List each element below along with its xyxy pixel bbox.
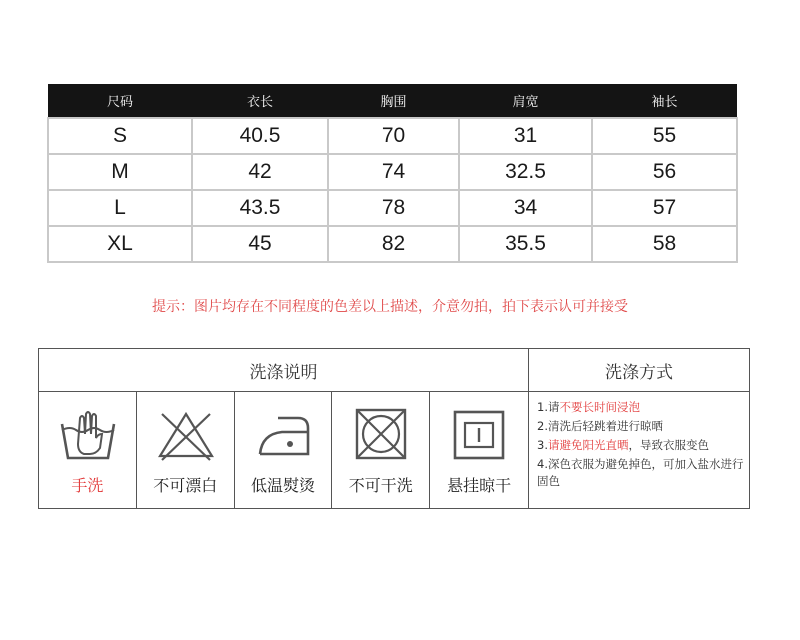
cell-sleeve: 55 xyxy=(592,118,737,154)
instruction-2: 2.清洗后轻跳着进行晾晒 xyxy=(537,419,663,433)
care-item-hand-wash xyxy=(39,392,137,508)
care-item-no-dry-clean xyxy=(332,392,430,508)
wash-instructions xyxy=(537,399,747,492)
cell-chest: 74 xyxy=(328,154,459,190)
header-size: 尺码 xyxy=(48,84,192,118)
cell-size: XL xyxy=(48,226,192,262)
cell-length: 40.5 xyxy=(192,118,328,154)
cell-chest: 70 xyxy=(328,118,459,154)
header-chest: 胸围 xyxy=(328,84,459,118)
header-length: 衣长 xyxy=(192,84,328,118)
color-difference-notice: 提示：图片均存在不同程度的色差以上描述，介意勿拍，拍下表示认可并接受 xyxy=(152,299,628,315)
size-table-header-row xyxy=(48,84,737,118)
cell-length: 43.5 xyxy=(192,190,328,226)
cell-shoulder: 31 xyxy=(459,118,592,154)
instruction-3: 3.请避免阳光直晒，导致衣服变色 xyxy=(537,438,709,452)
cell-size: L xyxy=(48,190,192,226)
cell-shoulder: 35.5 xyxy=(459,226,592,262)
care-label: 悬挂晾干 xyxy=(447,476,512,495)
cell-chest: 78 xyxy=(328,190,459,226)
care-icons xyxy=(39,392,529,508)
no-bleach-icon xyxy=(156,404,216,464)
care-label: 不可干洗 xyxy=(348,476,413,495)
cell-sleeve: 56 xyxy=(592,154,737,190)
header-sleeve: 袖长 xyxy=(592,84,737,118)
cell-shoulder: 32.5 xyxy=(459,154,592,190)
care-item-hang-dry xyxy=(430,392,528,508)
cell-length: 45 xyxy=(192,226,328,262)
cell-size: S xyxy=(48,118,192,154)
table-row xyxy=(48,226,737,262)
table-row xyxy=(48,154,737,190)
instruction-1: 1.请不要长时间浸泡 xyxy=(537,400,640,414)
cell-length: 42 xyxy=(192,154,328,190)
table-row xyxy=(48,118,737,154)
care-item-no-bleach xyxy=(137,392,235,508)
cell-sleeve: 57 xyxy=(592,190,737,226)
care-item-low-temp-iron xyxy=(235,392,333,508)
size-table xyxy=(47,84,738,263)
care-label: 低温熨烫 xyxy=(250,476,315,495)
cell-chest: 82 xyxy=(328,226,459,262)
hand-wash-icon xyxy=(58,404,118,464)
cell-size: M xyxy=(48,154,192,190)
header-shoulder: 肩宽 xyxy=(459,84,592,118)
instruction-4: 4.深色衣服为避免掉色，可加入盐水进行固色 xyxy=(537,457,744,488)
wash-method-title: 洗涤方式 xyxy=(529,349,749,392)
cell-sleeve: 58 xyxy=(592,226,737,262)
care-label: 手洗 xyxy=(71,476,104,495)
cell-shoulder: 34 xyxy=(459,190,592,226)
hang-dry-icon xyxy=(449,404,509,464)
table-row xyxy=(48,190,737,226)
no-dry-clean-icon xyxy=(351,404,411,464)
care-panel xyxy=(38,348,750,509)
low-temp-iron-icon xyxy=(254,404,314,464)
care-instructions-title: 洗涤说明 xyxy=(39,349,529,392)
care-label: 不可漂白 xyxy=(153,476,218,495)
